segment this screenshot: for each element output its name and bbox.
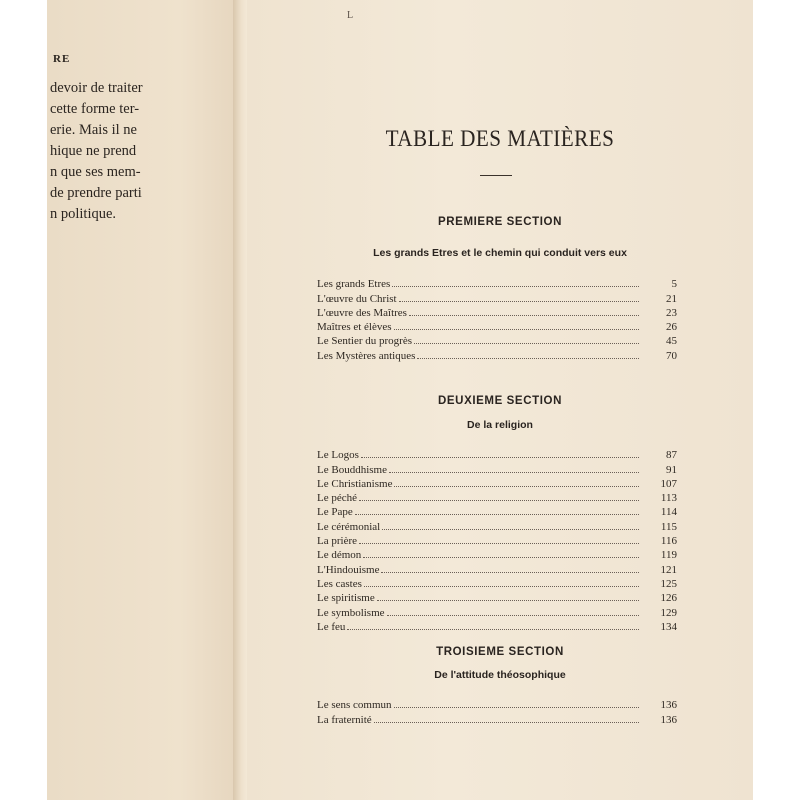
toc-entry [317,590,677,604]
toc-entry-label: Les Mystères antiques [317,349,416,362]
toc-entry-label: Les castes [317,577,362,590]
toc-entry-label: Le spiritisme [317,592,375,605]
toc-entry-label: Les grands Etres [317,278,391,291]
leader-dots [394,707,639,708]
toc-entry [317,711,677,725]
toc-entry-page: 107 [660,477,677,490]
toc-entry-page: 23 [666,306,677,319]
toc-entry [317,547,677,561]
book-scan [47,0,753,800]
toc-entry-label: Le péché [317,492,357,505]
leader-dots [399,301,639,302]
toc-entry [317,461,677,475]
section-subtitle: De la religion [467,419,533,431]
toc-entry [317,604,677,618]
toc-entry [317,305,677,319]
toc-entry-label: Le symbolisme [317,606,385,619]
toc-entry-label: L'œuvre du Christ [317,292,397,305]
toc-entry-page: 26 [666,321,677,334]
book-gutter [233,0,247,800]
leader-dots [355,514,639,515]
leader-dots [361,457,639,458]
toc-entry-label: La fraternité [317,713,372,726]
leader-dots [359,500,639,501]
toc-list-section-2 [317,447,677,633]
toc-entry-page: 136 [660,713,677,726]
left-line: hique ne prend [50,143,137,159]
left-page-running-header: RE [53,53,71,65]
section-heading: PREMIERE SECTION [438,216,562,228]
toc-entry-label: Le cérémonial [317,520,381,533]
left-page [47,0,237,800]
left-line: devoir de traiter [50,80,143,96]
title-divider [480,175,512,176]
leader-dots [392,286,639,287]
toc-entry-page: 134 [660,620,677,633]
leader-dots [394,329,639,330]
right-page [247,0,753,800]
toc-entry-page: 91 [666,463,677,476]
page-title: TABLE DES MATIÈRES [385,126,615,151]
toc-entry-page: 119 [660,549,677,562]
leader-dots [381,572,639,573]
toc-entry [317,518,677,532]
toc-entry-page: 70 [666,349,677,362]
section-heading: TROISIEME SECTION [436,646,564,658]
toc-entry-label: Le Christianisme [317,477,393,490]
toc-entry [317,476,677,490]
toc-entry-label: L'œuvre des Maîtres [317,306,407,319]
leader-dots [382,529,639,530]
left-page-text [50,78,210,225]
toc-entry-page: 115 [660,520,677,533]
toc-entry-page: 125 [660,577,677,590]
toc-entry-label: Le Logos [317,449,359,462]
toc-entry-page: 113 [660,492,677,505]
left-line: de prendre parti [50,185,142,201]
toc-entry-label: Maîtres et élèves [317,321,392,334]
toc-entry-label: L'Hindouisme [317,563,380,576]
toc-entry-label: Le Pape [317,506,353,519]
leader-dots [409,315,639,316]
toc-entry [317,276,677,290]
toc-list-section-3 [317,697,677,726]
toc-entry-page: 116 [660,535,677,548]
leader-dots [387,615,639,616]
toc-entry [317,319,677,333]
leader-dots [394,486,639,487]
leader-dots [374,722,639,723]
toc-entry-page: 21 [666,292,677,305]
toc-list-section-1 [317,276,677,362]
toc-entry-page: 5 [671,278,677,291]
toc-entry [317,504,677,518]
left-line: n politique. [50,206,117,222]
section-subtitle: Les grands Etres et le chemin qui conduit vers eux [373,247,627,259]
toc-entry [317,619,677,633]
leader-dots [414,343,639,344]
toc-entry-page: 126 [660,592,677,605]
toc-entry-page: 121 [660,563,677,576]
leader-dots [364,586,639,587]
toc-entry-label: Le sens commun [317,699,392,712]
toc-entry-label: Le démon [317,549,362,562]
section-subtitle: De l'attitude théosophique [434,669,566,681]
toc-entry-label: Le feu [317,620,346,633]
leader-dots [377,600,639,601]
toc-entry [317,290,677,304]
toc-entry-label: Le Bouddhisme [317,463,387,476]
left-line: cette forme ter- [50,101,140,117]
toc-entry [317,447,677,461]
left-line: n que ses mem- [50,164,141,180]
toc-entry [317,697,677,711]
leader-dots [359,543,639,544]
toc-entry-page: 114 [660,506,677,519]
toc-entry-page: 136 [660,699,677,712]
left-line: erie. Mais il ne [50,122,137,138]
toc-entry-page: 87 [666,449,677,462]
toc-entry [317,490,677,504]
section-heading: DEUXIEME SECTION [438,395,562,407]
toc-entry-label: La prière [317,535,357,548]
toc-entry-label: Le Sentier du progrès [317,335,412,348]
toc-entry-page: 129 [660,606,677,619]
toc-entry [317,347,677,361]
leader-dots [417,358,639,359]
toc-entry [317,333,677,347]
leader-dots [347,629,639,630]
toc-entry [317,561,677,575]
toc-entry-page: 45 [666,335,677,348]
leader-dots [363,557,639,558]
toc-entry [317,576,677,590]
leader-dots [389,472,639,473]
toc-entry [317,533,677,547]
page-mark: L [347,10,354,21]
